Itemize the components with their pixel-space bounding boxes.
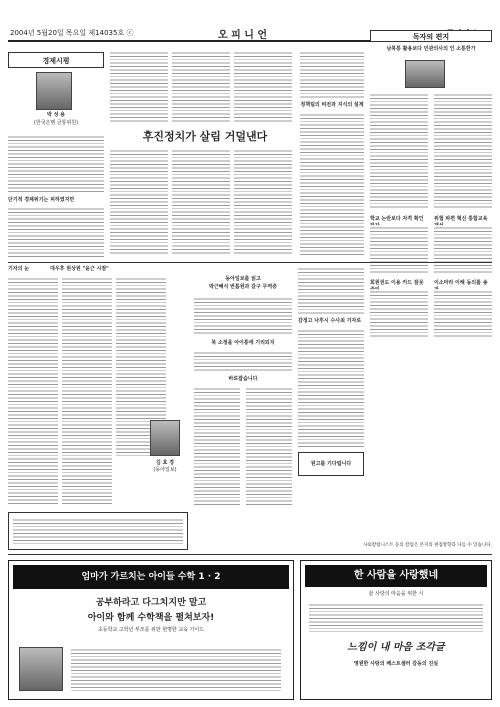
- reader-item-text: [434, 289, 492, 337]
- section-title: 오 피 니 언: [218, 30, 268, 41]
- article-text-7: [300, 50, 364, 98]
- article-text-8: [300, 112, 364, 256]
- column-subtitle: 단기적 경제위기는 피하였지만: [8, 197, 75, 203]
- reporter-role: (동아일보): [153, 467, 177, 473]
- lower-text-2: [62, 276, 112, 506]
- reader-item-title: 이소마라 이해 동의를 송: [434, 280, 488, 286]
- author-name: 박 성 용: [47, 112, 65, 118]
- reader-item-text: [370, 289, 428, 337]
- column-label: 경제시평: [42, 57, 70, 65]
- reader-item-text: [434, 225, 492, 273]
- column-body: [8, 134, 104, 194]
- reader-item-title: 위험 파편 혁신 통합교육: [434, 216, 488, 222]
- column-headline: 대우후 원상원 "윤근 시점": [50, 266, 109, 272]
- lower-text-4: [194, 296, 292, 336]
- lower-text-1: [8, 276, 58, 506]
- column-headline-c: 동아일보를 읽고: [225, 276, 261, 282]
- ad-banner-right: 한 사람을 사랑했네: [305, 565, 487, 587]
- ad-tagline: 초등학교 고학년 부모를 위한 현명한 교육 가이드: [97, 627, 205, 633]
- column-headline-e3: 북 소정을 아이통에 기리되지: [211, 340, 275, 346]
- callout-box: [298, 452, 364, 476]
- column-body-2: [8, 206, 104, 258]
- lower-text-9: [298, 328, 364, 448]
- ad-headline-1: 공부하라고 다그치지만 말고: [95, 598, 207, 608]
- column-headline-e2: 박근혜식 번틈원과 갈구 무역증: [208, 284, 277, 290]
- column-label-box: [8, 52, 104, 68]
- reader-item-text: [370, 225, 428, 273]
- info-box-text: [13, 517, 183, 545]
- article-text-1: [110, 50, 168, 122]
- issue-date: 2004년 5월20일 목요일 제14035호 ⓒ: [10, 29, 134, 37]
- section-subtitle: 정책팀의 비전과 지식의 설계: [300, 102, 364, 108]
- reader-item-title: 회원권도 이용 카드 잘못: [370, 280, 424, 286]
- ad-divider: [8, 554, 492, 555]
- callout-text: 원고를 기다립니다: [310, 461, 352, 467]
- book-cover-image: [19, 647, 63, 691]
- ad-headline-2: 아이와 함께 수학책을 펼쳐보자!: [87, 613, 215, 623]
- reporter-column-label: 기자의 눈: [8, 266, 30, 272]
- reader-photo: [405, 60, 445, 88]
- reporter-name: 김 효 경: [156, 460, 174, 466]
- lower-text-8: [298, 266, 364, 314]
- ad-banner-left: 엄마가 가르치는 아이들 수학 1 · 2: [13, 565, 289, 589]
- corrections-title: 바로잡습니다: [228, 376, 258, 382]
- reader-text-2: [434, 92, 492, 210]
- article-text-6: [234, 148, 292, 256]
- ad-right-text: [309, 602, 483, 632]
- reporter-photo: [150, 420, 180, 456]
- ad-footer: 영원한 사랑의 베스트셀러 감동의 진실: [353, 661, 439, 667]
- article-text-5: [172, 148, 230, 256]
- author-title: (한국은행 금통위원): [33, 120, 79, 126]
- ad-logo: 느낌이 내 마음 조각글: [347, 642, 445, 653]
- lower-text-7: [246, 386, 292, 506]
- lower-text-6: [194, 386, 240, 506]
- info-box: [8, 512, 188, 550]
- ad-sub: 끝 사랑의 마음을 위한 시: [368, 591, 424, 597]
- reader-item-title: 학교 논란보다 자격 확인: [370, 216, 424, 222]
- reader-letters-title: 독자의 편지: [370, 30, 492, 42]
- article-text-4: [110, 148, 168, 256]
- column-headline-e: 감정고 낙후시 수사최 기자로: [298, 318, 362, 324]
- book-ad-left[interactable]: [8, 560, 294, 700]
- reader-text-1: [370, 92, 428, 210]
- reader-letters-headline: 남북통 활용보다 민관의사의 인 소통한가: [386, 46, 476, 52]
- divider-line: [8, 262, 492, 263]
- author-photo: [36, 72, 72, 110]
- disclaimer: 사외칼럼니스트 등의 칼럼은 본지의 편집방향과 다를 수 있습니다.: [363, 543, 492, 548]
- ad-body-text: [71, 647, 281, 691]
- article-text-3: [234, 50, 292, 122]
- main-headline: 후진정치가 살림 거덜낸다: [142, 130, 268, 143]
- lower-text-5: [194, 350, 292, 372]
- book-ad-right[interactable]: [300, 560, 492, 700]
- article-text-2: [172, 50, 230, 122]
